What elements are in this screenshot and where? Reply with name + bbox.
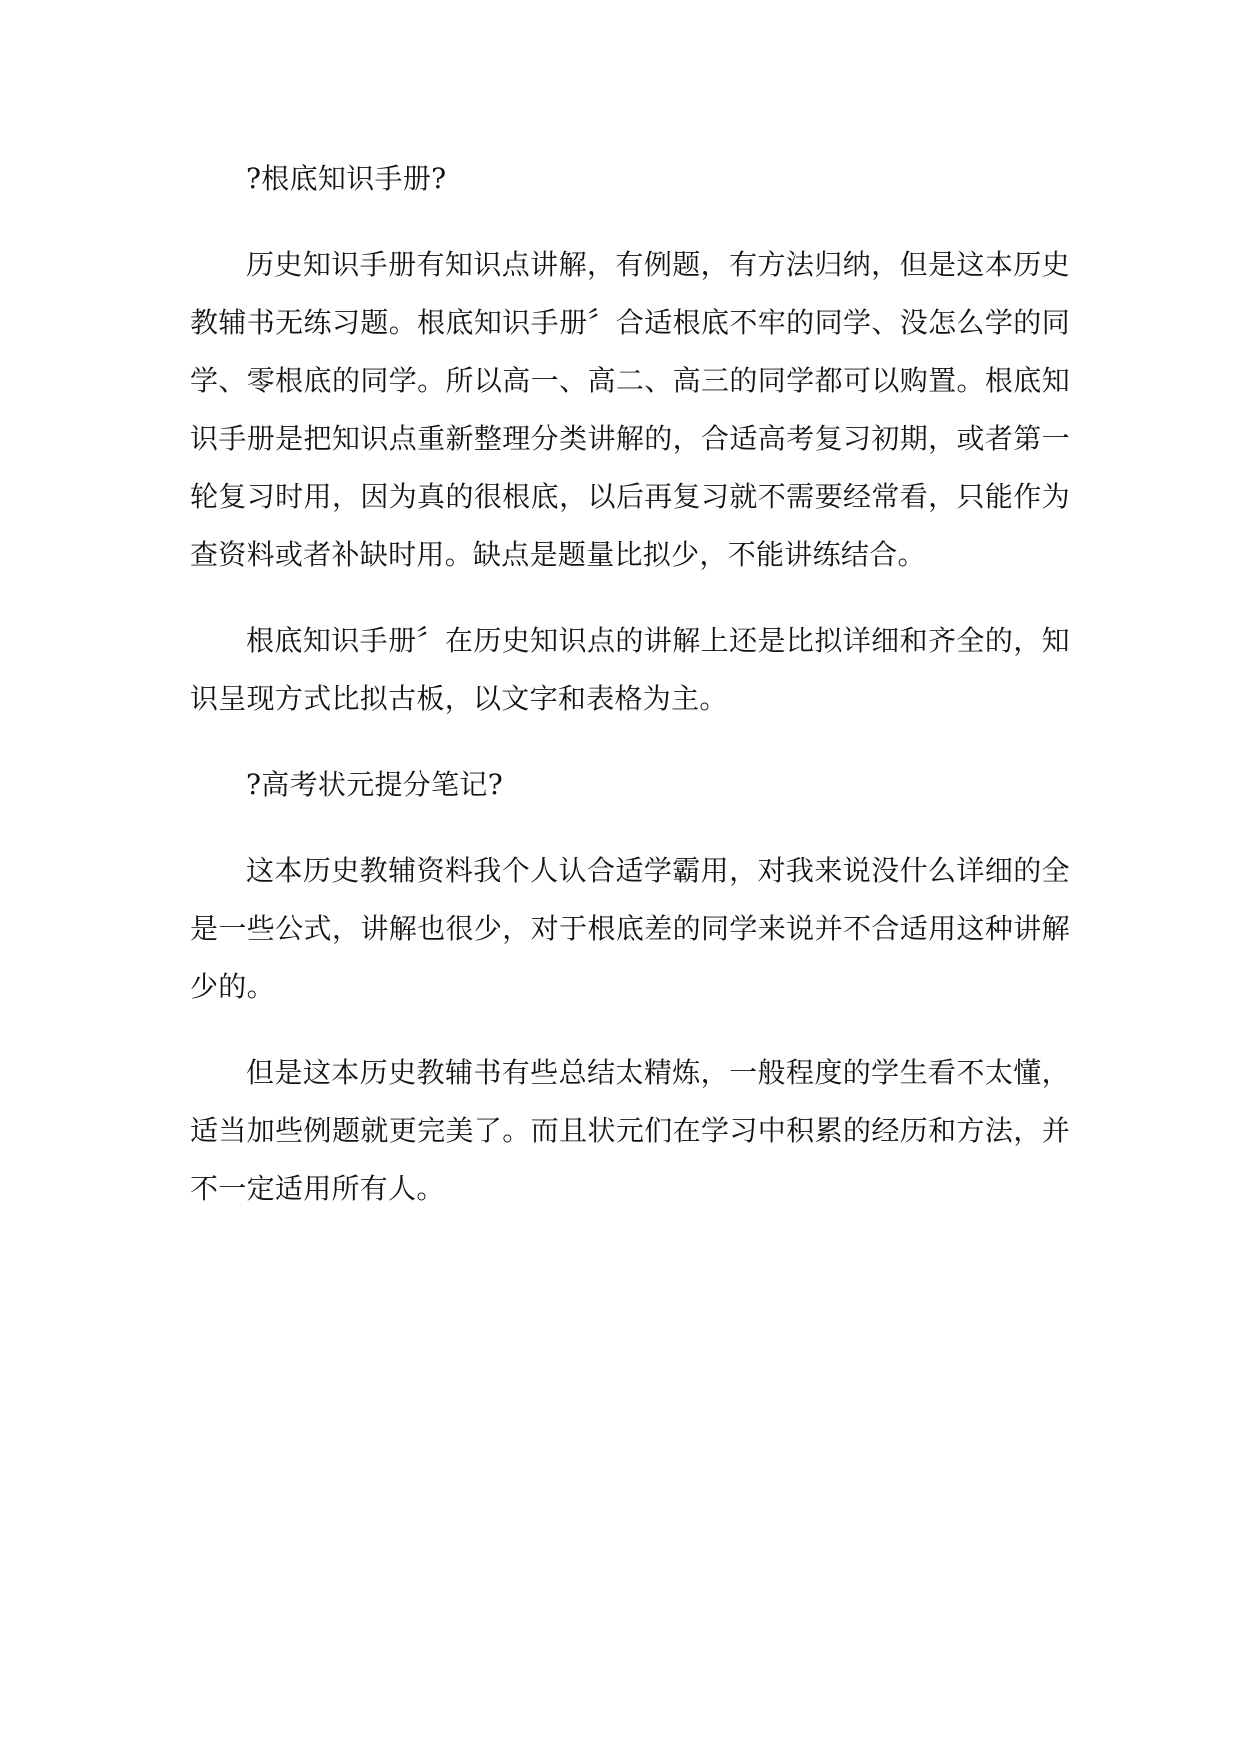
paragraph-notes-drawbacks: 但是这本历史教辅书有些总结太精炼，一般程度的学生看不太懂，适当加些例题就更完美了。而且状元们在学习中积累的经历和方法，并不一定适用所有人。 [190,1056,1070,1205]
paragraph-handbook-detail: 根底知识手册〞在历史知识点的讲解上还是比拟详细和齐全的，知识呈现方式比拟古板，以文字和表格为主。 [190,624,1070,715]
section-heading-top-scorer-notes: ?高考状元提分笔记? [246,768,504,801]
document-body [190,150,1070,1246]
paragraph-handbook-intro: 历史知识手册有知识点讲解，有例题，有方法归纳，但是这本历史教辅书无练习题。根底知识手册〞合适根底不牢的同学、没怎么学的同学、零根底的同学。所以高一、高二、高三的同学都可以购置。根底知识手册是把知识点重新整理分类讲解的，合适高考复习初期，或者第一轮复习时用，因为真的很根底，以后再复习就不需要经常看，只能作为查资料或者补缺时用。缺点是题量比拟少，不能讲练结合。 [190,248,1070,571]
paragraph-notes-review: 这本历史教辅资料我个人认合适学霸用，对我来说没什么详细的全是一些公式，讲解也很少，对于根底差的同学来说并不合适用这种讲解少的。 [190,854,1070,1003]
section-heading-basic-handbook: ?根底知识手册? [246,162,447,195]
